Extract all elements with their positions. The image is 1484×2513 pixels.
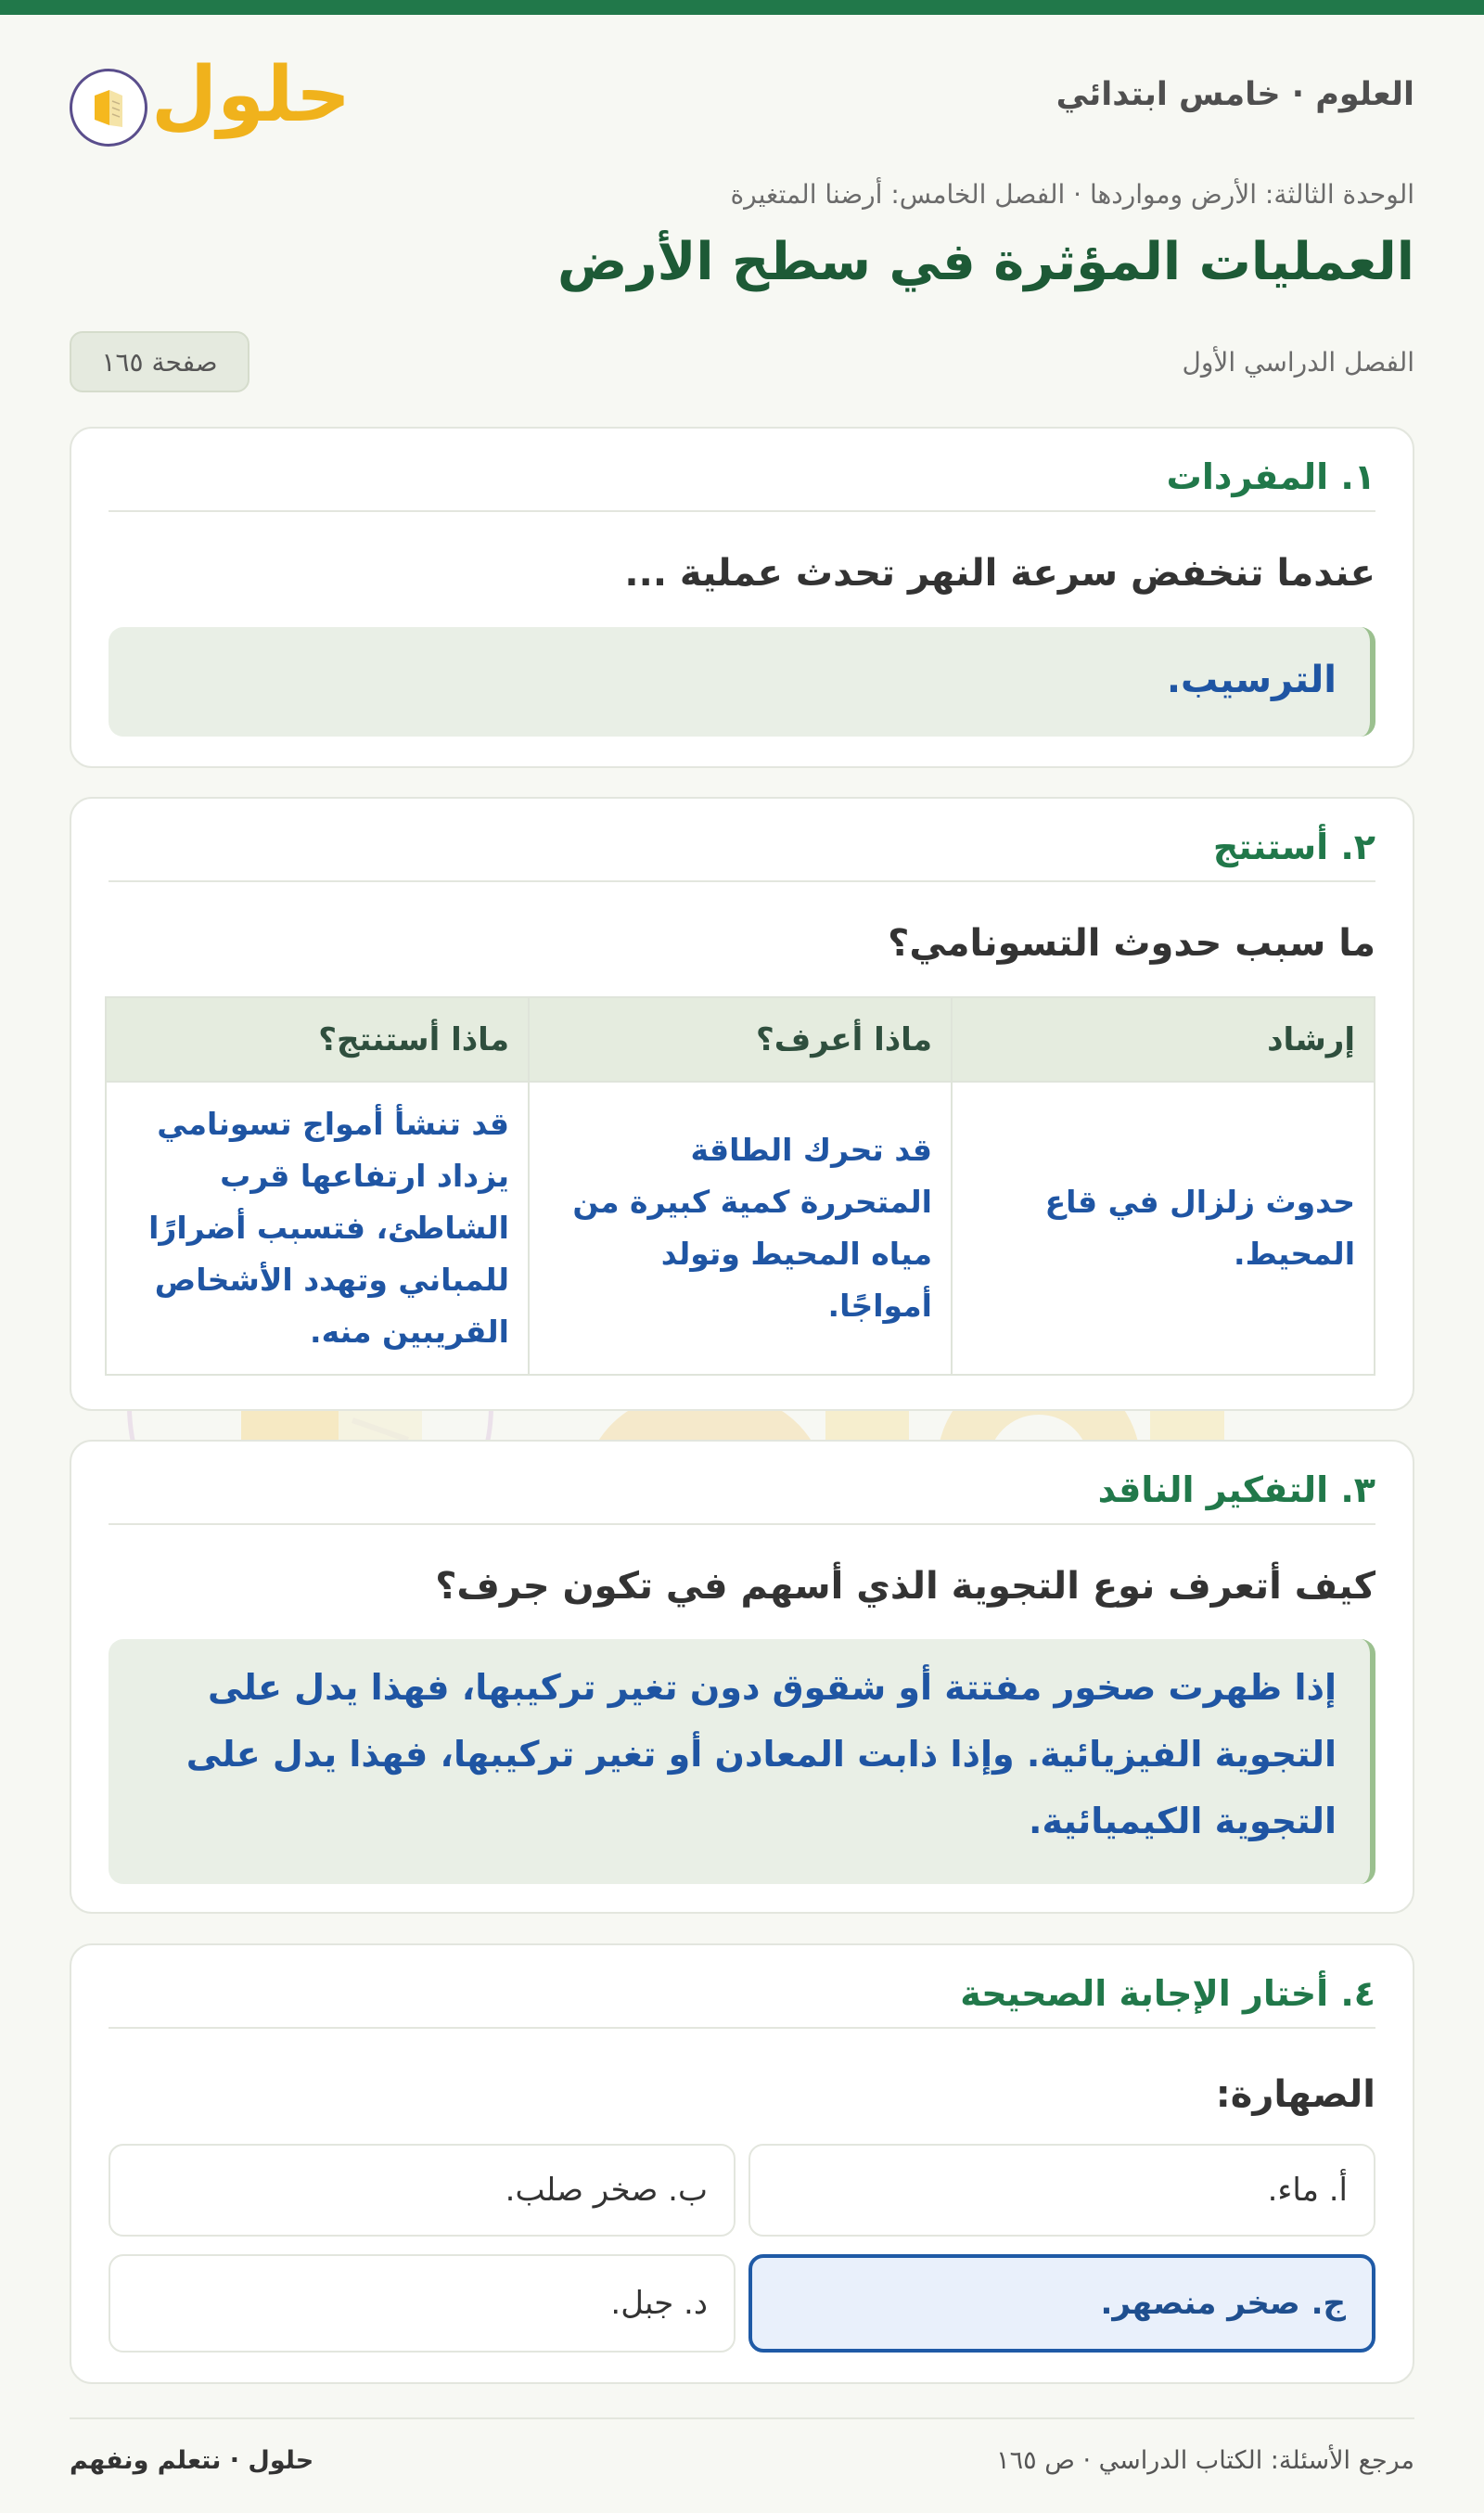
footer-brand[interactable]: حلول · نتعلم ونفهم bbox=[70, 2446, 314, 2475]
top-accent-bar bbox=[0, 0, 1484, 15]
question-text: عندما تنخفض سرعة النهر تحدث عملية ... bbox=[624, 552, 1375, 595]
logo-wordmark: حلول bbox=[151, 51, 352, 139]
section-heading: ٤. أختار الإجابة الصحيحة bbox=[960, 1973, 1375, 2014]
table-header-row bbox=[106, 997, 1375, 1082]
table-cell-clue: حدوث زلزال في قاع المحيط. bbox=[952, 1082, 1375, 1375]
page-header bbox=[70, 51, 1414, 148]
option-b[interactable]: ب. صخر صلب. bbox=[109, 2144, 736, 2237]
answer-text: إذا ظهرت صخور مفتتة أو شقوق دون تغير تركيبها، فهذا يدل على التجوية الفيزيائية. وإذا ذابت المعادن أو تغير تركيبها، فهذا يدل على التجوية الكيميائية. bbox=[186, 1667, 1337, 1841]
answer-text: الترسيب. bbox=[1166, 659, 1337, 701]
footer-divider bbox=[70, 2417, 1414, 2419]
question-text: الصهارة: bbox=[1215, 2073, 1375, 2116]
brand-logo[interactable] bbox=[70, 51, 352, 148]
section-multiple-choice-card bbox=[70, 1943, 1414, 2384]
section-vocabulary-card bbox=[70, 427, 1414, 768]
inference-table bbox=[105, 996, 1375, 1376]
breadcrumb: الوحدة الثالثة: الأرض ومواردها · الفصل الخامس: أرضنا المتغيرة bbox=[730, 179, 1414, 210]
section-header bbox=[109, 456, 1375, 512]
answer-box bbox=[109, 1639, 1375, 1884]
section-header bbox=[109, 827, 1375, 882]
subject-label: العلوم · خامس ابتدائي bbox=[1055, 76, 1414, 113]
column-header-know: ماذا أعرف؟ bbox=[529, 997, 952, 1082]
option-a[interactable]: أ. ماء. bbox=[748, 2144, 1375, 2237]
semester-label: الفصل الدراسي الأول bbox=[1182, 347, 1414, 378]
table-row bbox=[106, 1082, 1375, 1375]
option-d[interactable]: د. جبل. bbox=[109, 2254, 736, 2353]
footer-reference: مرجع الأسئلة: الكتاب الدراسي · ص ١٦٥ bbox=[996, 2446, 1414, 2475]
section-heading: ٢. أستنتج bbox=[1212, 827, 1375, 867]
answer-box bbox=[109, 627, 1375, 737]
section-heading: ١. المفردات bbox=[1166, 456, 1375, 497]
page-number-badge: صفحة ١٦٥ bbox=[70, 331, 249, 392]
logo-book-icon bbox=[70, 69, 147, 147]
table-cell-know: قد تحرك الطاقة المتحررة كمية كبيرة من مياه المحيط وتولد أمواجًا. bbox=[529, 1082, 952, 1375]
column-header-clue: إرشاد bbox=[952, 997, 1375, 1082]
option-c-selected[interactable]: ج. صخر منصهر. bbox=[748, 2254, 1375, 2353]
table-cell-infer: قد تنشأ أمواج تسونامي يزداد ارتفاعها قرب الشاطئ، فتسبب أضرارًا للمباني وتهدد الأشخاص القريبين منه. bbox=[106, 1082, 529, 1375]
question-text: ما سبب حدوث التسونامي؟ bbox=[888, 922, 1375, 965]
page-title: العمليات المؤثرة في سطح الأرض bbox=[557, 232, 1414, 292]
section-header bbox=[109, 1469, 1375, 1525]
section-heading: ٣. التفكير الناقد bbox=[1097, 1469, 1375, 1510]
section-infer-card bbox=[70, 797, 1414, 1411]
column-header-infer: ماذا أستنتج؟ bbox=[106, 997, 529, 1082]
question-text: كيف أتعرف نوع التجوية الذي أسهم في تكون جرف؟ bbox=[435, 1565, 1375, 1608]
section-header bbox=[109, 1973, 1375, 2029]
section-critical-thinking-card bbox=[70, 1440, 1414, 1914]
